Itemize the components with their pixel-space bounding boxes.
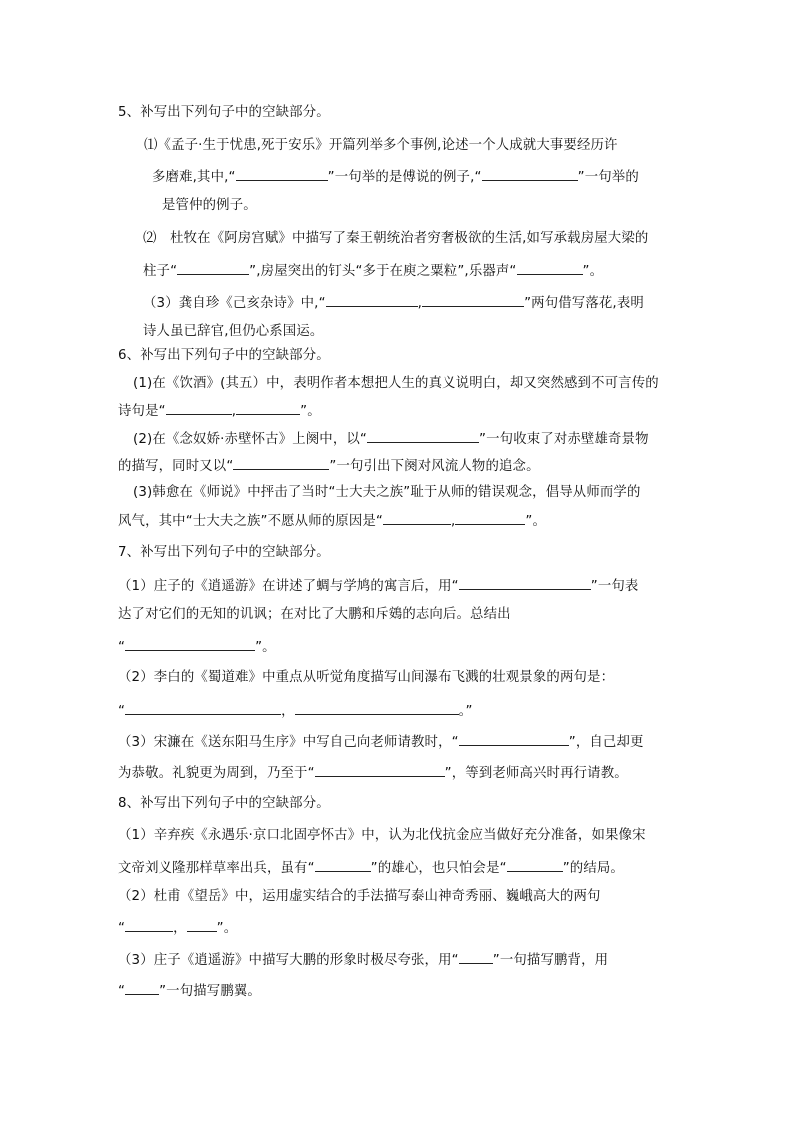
q5-p3-line2: 诗人虽已辞官,但仍心系国运。 xyxy=(143,324,324,339)
q6-heading: 6、补写出下列句子中的空缺部分。 xyxy=(118,348,330,363)
q8-p1-line1: （1）辛弃疾《永遇乐·京口北固亭怀古》中，认为北伐抗金应当做好充分准备，如果像宋 xyxy=(118,828,646,843)
blank[interactable] xyxy=(295,700,459,715)
q5-heading: 5、补写出下列句子中的空缺部分。 xyxy=(118,105,330,120)
q7-p1-line2: 达了对它们的无知的讥讽；在对比了大鹏和斥鴳的志向后。总结出 xyxy=(118,607,511,622)
q5-p1-line3: 是管仲的例子。 xyxy=(162,198,257,213)
blank[interactable] xyxy=(125,917,173,932)
q5-p1-line2: 多磨难,其中,“ ”一句举的是傅说的例子,“ ”一句举的 xyxy=(152,166,639,188)
q8-heading: 8、补写出下列句子中的空缺部分。 xyxy=(118,796,330,811)
blank[interactable] xyxy=(422,292,524,307)
blank[interactable] xyxy=(177,260,249,275)
q7-p1-line3: “ ”。 xyxy=(118,636,276,658)
q7-p2-line2: “ ， 。” xyxy=(118,700,473,722)
blank[interactable] xyxy=(236,166,328,181)
blank[interactable] xyxy=(236,400,300,415)
blank[interactable] xyxy=(459,949,493,964)
q6-p1-line1: (1)在《饮酒》(其五）中，表明作者本想把人生的真义说明白，却又突然感到不可言传的 xyxy=(133,376,659,391)
q5-p3-line1: （3）龚自珍《己亥杂诗》中,“ , ”两句借写落花,表明 xyxy=(143,292,644,314)
q6-p2-line2: 的描写，同时又以“ ”一句引出下阕对风流人物的追念。 xyxy=(118,455,540,477)
blank[interactable] xyxy=(482,166,578,181)
q6-p3-line1: (3)韩愈在《师说》中抨击了当时“士大夫之族”耻于从师的错误观念，倡导从师而学的 xyxy=(133,485,641,500)
q8-p2-line1: （2）杜甫《望岳》中，运用虚实结合的手法描写泰山神奇秀丽、巍峨高大的两句 xyxy=(118,889,601,904)
q8-p3-line1: （3）庄子《逍遥游》中描写大鹏的形象时极尽夸张，用“ ”一句描写鹏背，用 xyxy=(118,949,608,971)
blank[interactable] xyxy=(125,700,281,715)
blank[interactable] xyxy=(125,980,159,995)
q5-p2-line2: 柱子“ ”,房屋突出的钉头“多于在庾之粟粒”,乐器声“ ”。 xyxy=(143,260,603,282)
blank[interactable] xyxy=(383,510,451,525)
blank[interactable] xyxy=(125,636,255,651)
q6-p3-line2: 风气，其中“士大夫之族”不愿从师的原因是“ , ”。 xyxy=(118,510,546,532)
q7-p1-line1: （1）庄子的《逍遥游》在讲述了蜩与学鸠的寓言后，用“ ”一句表 xyxy=(118,575,638,597)
blank[interactable] xyxy=(315,857,371,872)
q7-p2-line1: （2）李白的《蜀道难》中重点从听觉角度描写山间瀑布飞溅的壮观景象的两句是： xyxy=(118,670,615,685)
blank[interactable] xyxy=(459,731,569,746)
q7-p3-line1: （3）宋濂在《送东阳马生序》中写自己向老师请教时，“ ”，自己却更 xyxy=(118,731,644,753)
q8-p1-line2: 文帝刘义隆那样草率出兵，虽有“ ”的雄心，也只怕会是“ ”的结局。 xyxy=(118,857,624,879)
blank[interactable] xyxy=(507,857,563,872)
q7-p3-line2: 为恭敬。礼貌更为周到，乃至于“ ”，等到老师高兴时再行请教。 xyxy=(118,762,628,784)
blank[interactable] xyxy=(367,428,479,443)
q5-p2-line1: ⑵ 杜牧在《阿房宫赋》中描写了秦王朝统治者穷奢极欲的生活,如写承载房屋大梁的 xyxy=(143,231,649,246)
blank[interactable] xyxy=(326,292,418,307)
q8-p3-line2: “ ”一句描写鹏翼。 xyxy=(118,980,261,1002)
blank[interactable] xyxy=(166,400,232,415)
blank[interactable] xyxy=(315,762,445,777)
q8-p2-line2: “ ， ”。 xyxy=(118,917,237,939)
q6-p2-line1: (2)在《念奴娇·赤壁怀古》上阕中，以“ ”一句收束了对赤壁雄奇景物 xyxy=(133,428,649,450)
q5-p1-line1: ⑴《孟子·生于忧患,死于安乐》开篇列举多个事例,论述一个人成就大事要经历许 xyxy=(144,138,618,153)
blank[interactable] xyxy=(459,575,591,590)
q7-heading: 7、补写出下列句子中的空缺部分。 xyxy=(118,545,330,560)
blank[interactable] xyxy=(455,510,525,525)
q6-p1-line2: 诗句是“ , ”。 xyxy=(118,400,321,422)
blank[interactable] xyxy=(517,260,583,275)
blank[interactable] xyxy=(187,917,217,932)
blank[interactable] xyxy=(233,455,329,470)
